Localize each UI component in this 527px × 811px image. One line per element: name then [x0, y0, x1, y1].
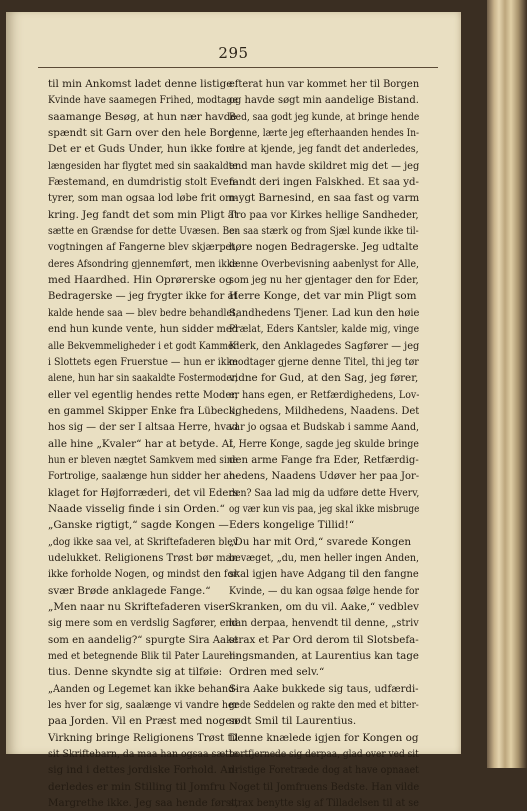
text-line: skal igjen have Adgang til den fangne [229, 568, 419, 581]
text-line: eller vel egentlig hendes rette Moder, [48, 388, 238, 401]
text-line: deres Afsondring gjennemført, men ikke [48, 257, 238, 270]
text-line: Kvinde have saamegen Frihed, modtage [48, 94, 238, 107]
text-line: Fæstemand, en dumdristig stolt Even- [48, 176, 238, 189]
text-line: Virkning bringe Religionens Trøst til [48, 731, 238, 744]
text-line: kring. Jeg fandt det som min Pligt at [48, 208, 238, 221]
text-line: les hver for sig, saalænge vi vandre her [48, 699, 238, 712]
text-line: vogtningen af Fangerne blev skjærpet, [48, 241, 238, 254]
text-line: med Haardhed. Hin Oprørerske og [48, 274, 232, 287]
text-line: „Ganske rigtigt,“ sagde Kongen — [48, 519, 229, 532]
text-line: Margrethe ikke. Jeg saa hende først, [48, 797, 238, 810]
text-line: Eders kongelige Tillid!“ [229, 519, 355, 532]
text-line: efterat hun var kommet her til Borgen [229, 78, 419, 90]
text-line: Bedragerske — jeg frygter ikke for at [48, 290, 238, 303]
text-line: derledes er min Stilling til Jomfru [48, 780, 226, 793]
left-text-column [48, 76, 238, 811]
text-line: en saa stærk og from Sjæl kunde ikke til- [229, 225, 419, 238]
text-line: Det er et Guds Under, hun ikke for- [48, 143, 235, 156]
text-line: spændt sit Garn over den hele Borg. [48, 127, 238, 140]
text-line: og havde søgt min aandelige Bistand. [229, 94, 419, 107]
text-line: ikke forholde Nogen, og mindst den for [48, 568, 238, 581]
text-line: denne, lærte jeg efterhaanden hendes In- [229, 127, 419, 140]
text-line: I, Herre Konge, sagde jeg skulde bringe [229, 437, 419, 450]
text-line: denne Overbevisning aabenlyst for Alle, [229, 257, 419, 270]
book-page [6, 12, 461, 810]
text-line: lingsmanden, at Laurentius kan tage [229, 650, 419, 663]
text-line: „Men naar nu Skriftefaderen viser [48, 601, 230, 613]
text-line: Prælat, Eders Kantsler, kalde mig, vinge [229, 323, 419, 336]
text-line: høre nogen Bedragerske. Jeg udtalte [229, 241, 419, 254]
text-line: Noget til Jomfruens Bedste. Han vilde [229, 780, 419, 793]
text-line: længesiden har flygtet med sin saakaldte [48, 159, 238, 172]
text-line: svær Brøde anklagede Fange.“ [48, 584, 211, 597]
text-line: Tro paa vor Kirkes hellige Sandheder, [229, 208, 419, 221]
text-line: alle hine „Kvaler“ har at betyde. At [48, 437, 234, 450]
text-line: sødt Smil til Laurentius. [229, 715, 357, 728]
text-line: saamange Besøg, at hun nær havde [48, 110, 237, 123]
text-line: end man havde skildret mig det — jeg [229, 159, 419, 172]
text-line: vidne for Gud, at den Sag, jeg fører, [229, 372, 419, 385]
text-line: klaget for Højforræderi, det vil Eders [48, 486, 238, 499]
text-line: den? Saa lad mig da udføre dette Hverv, [229, 486, 419, 499]
text-line: mygt Barnesind, en saa fast og varm [229, 192, 419, 205]
text-line: dristige Foretræde dog at have opnaaet [229, 764, 419, 777]
text-line: gede Seddelen og rakte den med et bitter- [229, 699, 419, 712]
header-rule [38, 67, 438, 68]
text-line: end hun kunde vente, hun sidder med [48, 323, 238, 336]
text-line: var jo ogsaa et Budskab i samme Aand, [229, 421, 419, 434]
text-line: „Du har mit Ord,“ svarede Kongen [229, 535, 412, 548]
text-line: strax benytte sig af Tilladelsen til at se [229, 797, 419, 810]
text-line: og vær kun vis paa, jeg skal ikke misbruge [229, 502, 419, 515]
text-line: tyrer, som man ogsaa lod løbe frit om- [48, 192, 238, 205]
text-line: han derpaa, henvendt til denne, „striv [229, 617, 419, 630]
text-line: hun er bleven nægtet Samkvem med sine [48, 453, 238, 466]
text-line: Sandhedens Tjener. Lad kun den høie [229, 306, 419, 319]
text-line: er hans egen, er Retfærdighedens, Lov- [229, 388, 419, 401]
text-line: modtager gjerne denne Titel, thi jeg tør [229, 355, 419, 368]
text-line: hedens, Naadens Udøver her paa Jor- [229, 470, 419, 483]
text-line: som en aandelig?“ spurgte Sira Aake [48, 633, 238, 646]
text-line: i Slottets egen Fruerstue — hun er ikke [48, 355, 238, 368]
text-line: dre at kjende, jeg fandt det anderledes, [229, 143, 419, 156]
text-line: en gammel Skipper Enke fra Lübeck, [48, 404, 238, 417]
text-line: Kvinde, — du kan ogsaa følge hende for [229, 584, 419, 597]
text-line: Klerk, den Anklagedes Sagfører — jeg [229, 339, 419, 352]
text-line: bevæget, „du, men heller ingen Anden, [229, 551, 419, 564]
book-page-edges [487, 0, 527, 768]
text-line: den arme Fange fra Eder, Retfærdig- [229, 453, 419, 466]
text-line: Herre Konge, det var min Pligt som [229, 290, 417, 303]
text-line: kalde hende saa — blev bedre behandlet, [48, 306, 238, 319]
text-line: sig mere som en verdslig Sagfører, end [48, 617, 238, 630]
text-line: sig ind i dettes jordiske Forhold. An- [48, 764, 238, 777]
right-text-column [229, 76, 419, 811]
text-line: strax et Par Ord derom til Slotsbefa- [229, 633, 419, 646]
page-number: 295 [218, 44, 249, 62]
text-line: alene, hun har sin saakaldte Fostermoder, [48, 372, 238, 385]
text-line: tius. Denne skyndte sig at tilføie: [48, 666, 223, 679]
text-line: med et betegnende Blik til Pater Lauren- [48, 650, 238, 663]
text-line: hos sig — der ser I altsaa Herre, hvad [48, 421, 238, 434]
text-line: sit Skriftebarn, da maa han ogsaa sætte [48, 748, 238, 761]
text-line: „dog ikke saa vel, at Skriftefaderen blev [48, 535, 238, 548]
text-line: sætte en Grændse for dette Uvæsen. Be- [48, 225, 238, 238]
text-line: Skranken, om du vil. Aake,“ vedblev [229, 601, 419, 613]
text-line: lighedens, Mildhedens, Naadens. Det [229, 404, 419, 417]
text-line: fandt deri ingen Falskhed. Et saa yd- [229, 176, 419, 189]
text-line: Sira Aake bukkede sig taus, udfærdi- [229, 682, 419, 695]
text-line: udelukket. Religionens Trøst bør man [48, 551, 238, 564]
text-line: Fortrolige, saalænge hun sidder her an- [48, 470, 238, 483]
text-line: paa Jorden. Vil en Præst med nogen [48, 715, 238, 728]
text-line: Denne knælede igjen for Kongen og [229, 731, 419, 744]
text-line: Bed, saa godt jeg kunde, at bringe hende [229, 110, 419, 123]
text-line: Naade visselig finde i sin Orden.“ [48, 502, 225, 515]
text-line: som jeg nu her gjentager den for Eder, [229, 274, 419, 287]
text-line: alle Bekvemmeligheder i et godt Kammer [48, 339, 238, 352]
text-line: til min Ankomst ladet denne listige [48, 78, 233, 90]
text-line: bortfjernede sig derpaa, glad over ved sit [229, 748, 419, 761]
text-line: „Aanden og Legemet kan ikke behand- [48, 682, 238, 695]
text-line: Ordren med selv.“ [229, 666, 325, 679]
